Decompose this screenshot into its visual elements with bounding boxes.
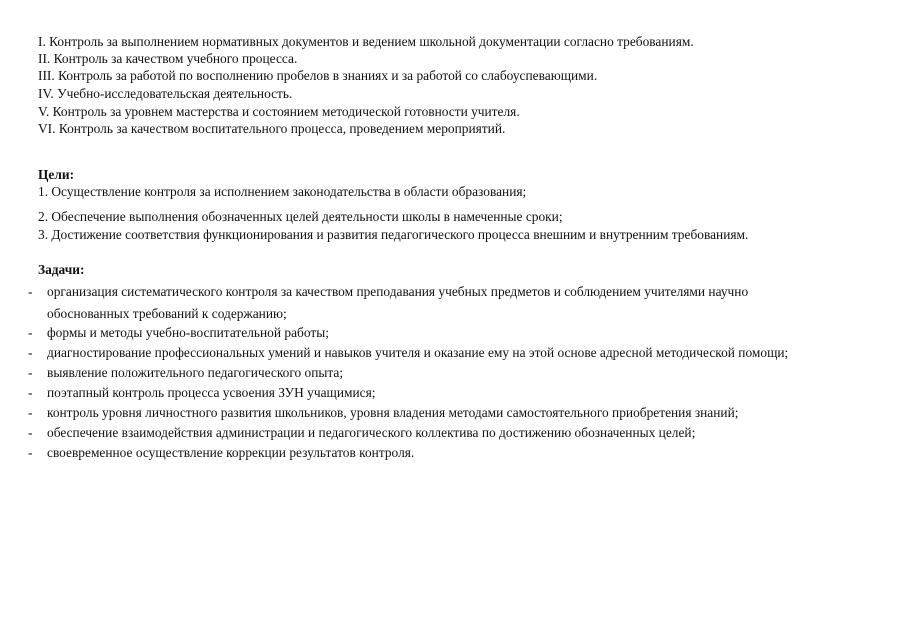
task-item-5: поэтапный контроль процесса усвоения ЗУН учащимися; (47, 385, 376, 400)
goal-item-2: 2. Обеспечение выполнения обозначенных целей деятельности школы в намеченные сроки; (38, 209, 563, 224)
task-bullet-8: - (28, 445, 33, 460)
task-bullet-1: - (28, 284, 33, 299)
task-bullet-4: - (28, 365, 33, 380)
task-bullet-6: - (28, 405, 33, 420)
task-item-1-line-1: организация систематического контроля за качеством преподавания учебных предметов и соблюдением учителями научно (47, 284, 749, 299)
task-bullet-2: - (28, 325, 33, 340)
control-area-2: II. Контроль за качеством учебного процесса. (38, 51, 298, 66)
task-item-3: диагностирование профессиональных умений и навыков учителя и оказание ему на этой основе адресной методической помощи; (47, 345, 789, 360)
task-bullet-5: - (28, 385, 33, 400)
task-item-6: контроль уровня личностного развития школьников, уровня владения методами самостоятельного приобретения знаний; (47, 405, 739, 420)
control-area-6: VI. Контроль за качеством воспитательного процесса, проведением мероприятий. (38, 121, 506, 136)
control-area-5: V. Контроль за уровнем мастерства и состоянием методической готовности учителя. (38, 104, 520, 119)
task-bullet-3: - (28, 345, 33, 360)
goal-item-1: 1. Осуществление контроля за исполнением законодательства в области образования; (38, 184, 527, 199)
control-area-3: III. Контроль за работой по восполнению пробелов в знаниях и за работой со слабоуспевающими. (38, 68, 598, 83)
goals-heading: Цели: (38, 167, 75, 182)
tasks-heading: Задачи: (38, 262, 85, 277)
task-item-8: своевременное осуществление коррекции результатов контроля. (47, 445, 415, 460)
task-item-7: обеспечение взаимодействия администрации и педагогического коллектива по достижению обозначенных целей; (47, 425, 696, 440)
task-item-1-line-2: обоснованных требований к содержанию; (47, 306, 287, 321)
control-area-4: IV. Учебно-исследовательская деятельность. (38, 86, 293, 101)
control-area-1: I. Контроль за выполнением нормативных документов и ведением школьной документации согласно требованиям. (38, 34, 694, 49)
goal-item-3: 3. Достижение соответствия функционирования и развития педагогического процесса внешним и внутренним требованиям. (38, 227, 749, 242)
task-item-2: формы и методы учебно-воспитательной работы; (47, 325, 329, 340)
task-item-4: выявление положительного педагогического опыта; (47, 365, 344, 380)
task-bullet-7: - (28, 425, 33, 440)
